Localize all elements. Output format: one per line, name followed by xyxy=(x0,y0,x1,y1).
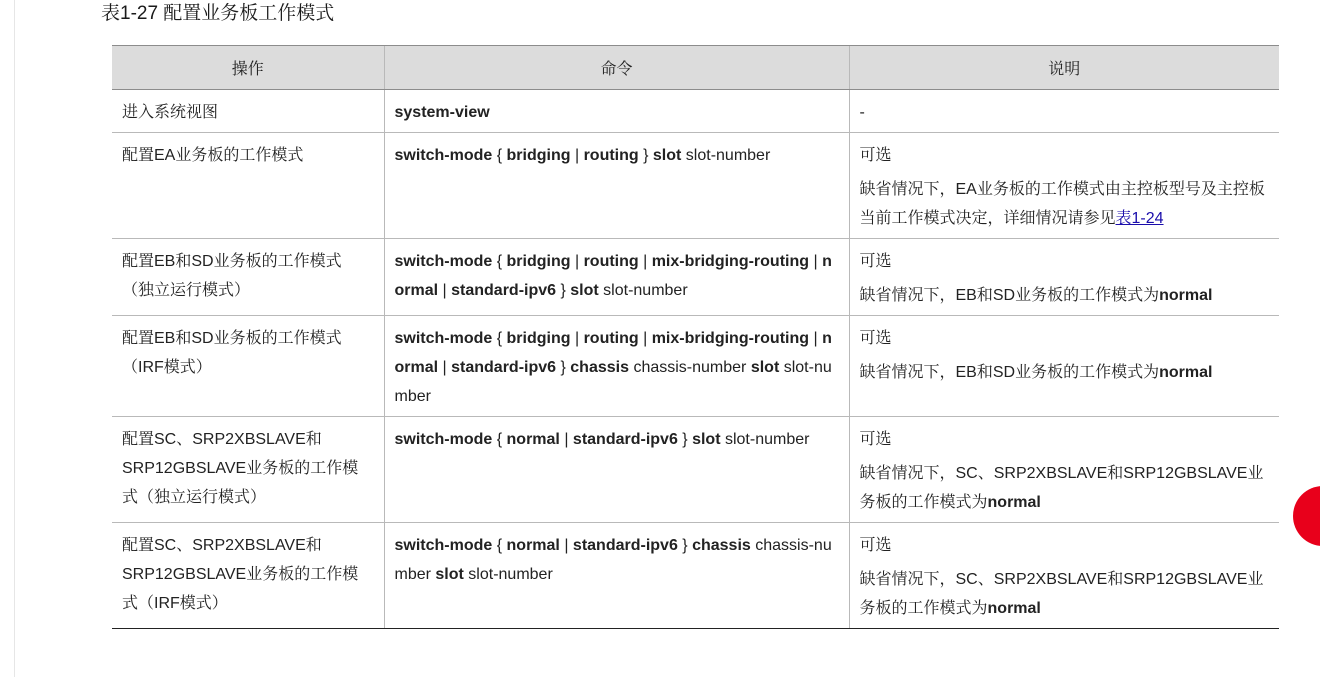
command-keyword: switch-mode xyxy=(394,330,493,347)
description-paragraph xyxy=(860,531,1270,560)
operation-cell: 进入系统视图 xyxy=(112,90,384,133)
command-keyword: switch-mode xyxy=(394,253,493,270)
description-cell xyxy=(849,239,1279,316)
description-cell xyxy=(849,417,1279,523)
table-header-row xyxy=(112,46,1279,90)
command-cell xyxy=(384,523,849,629)
command-keyword: bridging xyxy=(506,253,571,270)
command-cell xyxy=(384,417,849,523)
description-text: 缺省情况下，EB和SD业务板的工作模式为 xyxy=(859,287,1160,304)
command-text: { xyxy=(492,431,507,448)
description-cell xyxy=(849,90,1279,133)
table-row xyxy=(112,523,1279,629)
command-text: | xyxy=(570,253,584,270)
command-keyword: slot xyxy=(435,566,464,583)
command-keyword: switch-mode xyxy=(394,431,493,448)
description-text: 缺省情况下，EA业务板的工作模式由主控板型号及主控板当前工作模式决定，详细情况请参见 xyxy=(859,181,1265,227)
table-row xyxy=(112,239,1279,316)
command-text: chassis-number xyxy=(629,359,751,376)
description-text: 可选 xyxy=(859,537,892,554)
command-text: { xyxy=(492,253,507,270)
description-cell xyxy=(849,133,1279,239)
command-keyword: normal xyxy=(394,253,832,299)
command-text: } xyxy=(556,282,571,299)
command-keyword: slot xyxy=(652,147,682,164)
command-text: slot-number xyxy=(394,359,832,405)
command-syntax xyxy=(395,98,839,127)
command-cell xyxy=(384,133,849,239)
command-keyword: switch-mode xyxy=(394,537,493,554)
table-row xyxy=(112,133,1279,239)
description-cell xyxy=(849,316,1279,417)
command-keyword: system-view xyxy=(394,104,490,121)
operation-cell: 配置EB和SD业务板的工作模式（独立运行模式） xyxy=(112,239,384,316)
command-text: } xyxy=(638,147,653,164)
description-paragraph xyxy=(860,358,1270,387)
description-text: 可选 xyxy=(859,147,892,164)
command-keyword: standard-ipv6 xyxy=(572,537,678,554)
command-keyword: standard-ipv6 xyxy=(451,282,557,299)
command-text: chassis-number xyxy=(394,537,832,583)
command-keyword: mix-bridging-routing xyxy=(651,330,810,347)
command-text: slot-number xyxy=(720,431,810,448)
description-keyword: normal xyxy=(987,494,1041,511)
command-keyword: routing xyxy=(583,330,639,347)
operation-cell: 配置EB和SD业务板的工作模式（IRF模式） xyxy=(112,316,384,417)
command-keyword: routing xyxy=(583,253,639,270)
command-keyword: bridging xyxy=(506,330,571,347)
command-syntax xyxy=(395,247,839,305)
command-text: { xyxy=(492,537,507,554)
command-keyword: chassis xyxy=(692,537,751,554)
description-cell xyxy=(849,523,1279,629)
command-syntax xyxy=(395,324,839,411)
command-text: } xyxy=(677,537,693,554)
command-keyword: normal xyxy=(506,537,560,554)
description-paragraph xyxy=(860,175,1270,233)
command-text: | xyxy=(570,330,584,347)
command-text: slot-number xyxy=(463,566,553,583)
command-cell xyxy=(384,90,849,133)
command-text: | xyxy=(638,253,652,270)
description-paragraph xyxy=(860,425,1270,454)
description-text: 缺省情况下，SC、SRP2XBSLAVE和SRP12GBSLAVE业务板的工作模式为 xyxy=(859,465,1264,511)
command-keyword: slot xyxy=(692,431,721,448)
command-text: | xyxy=(570,147,584,164)
command-keyword: normal xyxy=(506,431,560,448)
command-text: | xyxy=(638,330,652,347)
description-paragraph xyxy=(860,324,1270,353)
command-text: | xyxy=(559,431,573,448)
header-operation: 操作 xyxy=(112,46,384,90)
command-syntax xyxy=(395,141,839,170)
command-text: } xyxy=(677,431,693,448)
command-keyword: standard-ipv6 xyxy=(572,431,678,448)
command-text: { xyxy=(492,330,507,347)
command-keyword: slot xyxy=(570,282,599,299)
description-keyword: normal xyxy=(987,600,1041,617)
table-row xyxy=(112,417,1279,523)
page-left-border xyxy=(14,0,15,677)
header-command: 命令 xyxy=(384,46,849,90)
table-caption: 表1-27 配置业务板工作模式 xyxy=(101,3,335,24)
command-syntax xyxy=(395,425,839,454)
description-text: 可选 xyxy=(859,431,892,448)
description-text: 可选 xyxy=(859,253,892,270)
command-keyword: routing xyxy=(583,147,639,164)
command-keyword: slot xyxy=(750,359,780,376)
table-row xyxy=(112,316,1279,417)
command-text: | xyxy=(438,282,452,299)
description-paragraph xyxy=(860,459,1270,517)
command-keyword: chassis xyxy=(570,359,629,376)
description-paragraph xyxy=(860,141,1270,170)
command-keyword: mix-bridging-routing xyxy=(651,253,810,270)
command-text: slot-number xyxy=(681,147,771,164)
command-syntax xyxy=(395,531,839,589)
floating-action-button[interactable] xyxy=(1293,486,1320,546)
header-description: 说明 xyxy=(849,46,1279,90)
operation-cell: 配置EA业务板的工作模式 xyxy=(112,133,384,239)
command-text: { xyxy=(492,147,507,164)
command-keyword: standard-ipv6 xyxy=(451,359,557,376)
command-cell xyxy=(384,316,849,417)
operation-cell: 配置SC、SRP2XBSLAVE和SRP12GBSLAVE业务板的工作模式（独立运行模式） xyxy=(112,417,384,523)
description-text: 缺省情况下，SC、SRP2XBSLAVE和SRP12GBSLAVE业务板的工作模式为 xyxy=(859,571,1264,617)
description-paragraph xyxy=(860,565,1270,623)
command-text: | xyxy=(438,359,452,376)
description-keyword: normal xyxy=(1159,364,1213,381)
command-keyword: normal xyxy=(394,330,832,376)
command-text: slot-number xyxy=(598,282,688,299)
description-paragraph xyxy=(860,281,1270,310)
command-text: } xyxy=(556,359,571,376)
command-text: | xyxy=(809,330,823,347)
description-paragraph xyxy=(860,98,1270,127)
config-mode-table xyxy=(112,45,1279,629)
description-text: - xyxy=(859,104,865,121)
description-keyword: normal xyxy=(1159,287,1213,304)
description-paragraph xyxy=(860,247,1270,276)
command-text: | xyxy=(559,537,573,554)
table-row xyxy=(112,90,1279,133)
command-text: | xyxy=(809,253,823,270)
command-cell xyxy=(384,239,849,316)
description-text: 可选 xyxy=(859,330,892,347)
description-text: 缺省情况下，EB和SD业务板的工作模式为 xyxy=(859,364,1160,381)
operation-cell: 配置SC、SRP2XBSLAVE和SRP12GBSLAVE业务板的工作模式（IRF模式） xyxy=(112,523,384,629)
command-keyword: bridging xyxy=(506,147,571,164)
command-keyword: switch-mode xyxy=(394,147,493,164)
table-reference-link[interactable]: 表1-24 xyxy=(1115,210,1164,227)
